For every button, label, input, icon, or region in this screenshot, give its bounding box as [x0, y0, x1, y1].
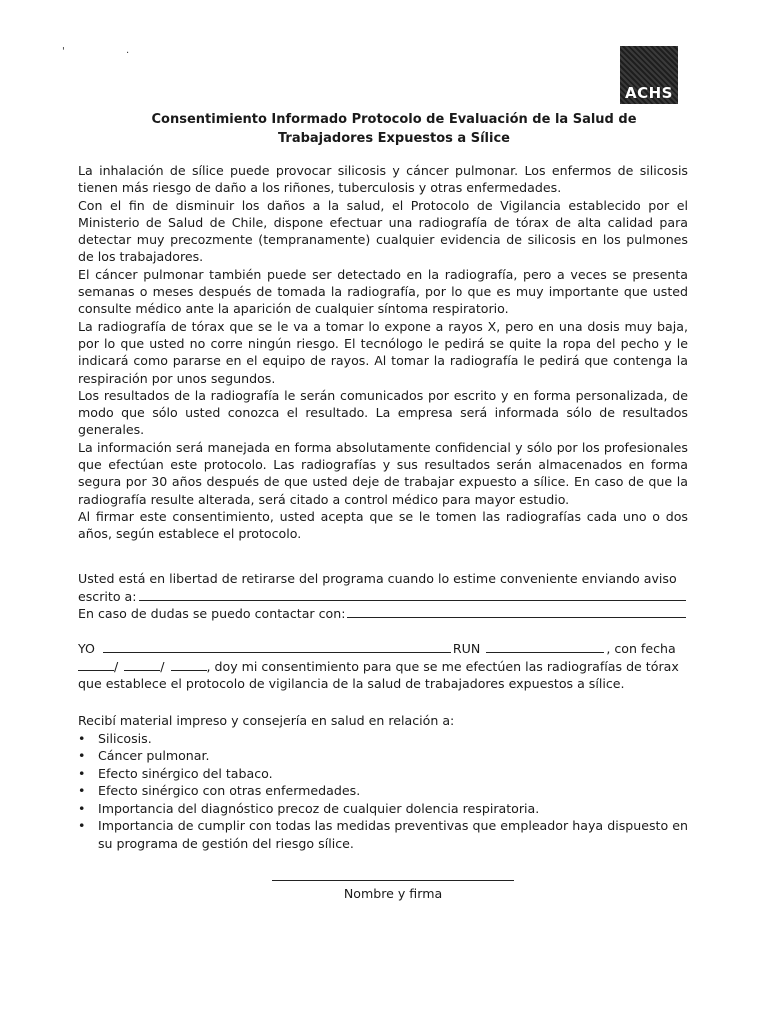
written-to-row — [78, 588, 688, 606]
title-line-2: Trabajadores Expuestos a Sílice — [277, 131, 510, 146]
paragraph: Con el fin de disminuir los daños a la salud, el Protocolo de Vigilancia establecido por el Ministerio de Salud de Chile, dispone efectuar una radiografía de tórax de alta calidad para detectar muy precozmente (tempranamente) cualquier evidencia de silicosis en los pulmones de los trabajadores. — [78, 197, 688, 265]
body-paragraphs — [78, 162, 688, 543]
paragraph: La información será manejada en forma absolutamente confidencial y sólo por los profesionales que efectúan este protocolo. Las radiografías y sus resultados serán almacenados en forma segura por 30 años después de que usted deje de trabajar expuesto a sílice. En caso de que la radiografía resulte alterada, será citado a control médico para mayor estudio. — [78, 439, 688, 507]
withdrawal-line-1: Usted está en libertad de retirarse del programa cuando lo estime conveniente enviando aviso — [78, 571, 677, 586]
paragraph: La inhalación de sílice puede provocar silicosis y cáncer pulmonar. Los enfermos de silicosis tienen más riesgo de daño a los riñones, tuberculosis y otras enfermedades. — [78, 163, 688, 196]
list-item: • Silicosis. — [78, 730, 688, 748]
logo-text: ACHS — [625, 84, 673, 102]
month-blank[interactable] — [124, 669, 160, 671]
signature-line[interactable] — [272, 880, 514, 881]
yo-label: YO — [78, 641, 95, 656]
paragraph: Los resultados de la radiografía le serán comunicados por escrito y en forma personalizada, de modo que sólo usted conozca el resultado. La empresa será informada sólo de resultados generales. — [78, 387, 688, 438]
consent-section — [78, 640, 688, 693]
title-line-1: Consentimiento Informado Protocolo de Evaluación de la Salud de — [151, 112, 637, 127]
date-separator: / — [160, 658, 165, 674]
list-item: • Importancia del diagnóstico precoz de cualquier dolencia respiratoria. — [78, 800, 688, 818]
paragraph: El cáncer pulmonar también puede ser detectado en la radiografía, pero a veces se presenta semanas o meses después de tomada la radiografía, por lo que es muy importante que usted consulte médico ante la aparición de cualquier síntoma respiratorio. — [78, 266, 688, 317]
signature-label: Nombre y firma — [343, 886, 443, 901]
withdrawal-section — [78, 570, 688, 623]
scan-mark: · — [126, 48, 130, 59]
day-blank[interactable] — [78, 669, 114, 671]
list-item: • Efecto sinérgico con otras enfermedades. — [78, 782, 688, 800]
name-run-row — [78, 640, 688, 658]
received-intro: Recibí material impreso y consejería en salud en relación a: — [78, 713, 455, 728]
list-item: • Cáncer pulmonar. — [78, 747, 688, 765]
received-section — [78, 712, 688, 852]
date-label: , con fecha — [606, 641, 676, 656]
date-separator: / — [114, 658, 119, 674]
run-label: RUN — [452, 641, 481, 656]
paragraph: La radiografía de tórax que se le va a tomar lo expone a rayos X, pero en una dosis muy baja, por lo que usted no corre ningún riesgo. El tecnólogo le pedirá se quite la ropa del pecho y le indicará como pararse en el equipo de rayos. Al tomar la radiografía le pedirá que contenga la respiración por unos segundos. — [78, 318, 688, 386]
paragraph: Al firmar este consentimiento, usted acepta que se le tomen las radiografías cada uno o dos años, según establece el protocolo. — [78, 508, 688, 542]
name-blank[interactable] — [103, 651, 451, 653]
written-to-label: escrito a: — [78, 588, 137, 604]
received-list — [78, 730, 688, 853]
achs-logo — [620, 46, 678, 104]
consent-text: , doy mi consentimiento para que se me efectúen las radiografías de tórax — [206, 658, 679, 674]
contact-label: En caso de dudas se puedo contactar con: — [78, 606, 346, 621]
consent-text-line-3: que establece el protocolo de vigilancia de la salud de trabajadores expuestos a sílice. — [78, 676, 625, 691]
year-blank[interactable] — [171, 669, 207, 671]
list-item: • Efecto sinérgico del tabaco. — [78, 765, 688, 783]
scan-mark: ' — [62, 46, 65, 57]
list-item: • Importancia de cumplir con todas las medidas preventivas que empleador haya dispuesto en su programa de gestión del riesgo sílice. — [78, 817, 688, 852]
document-title — [100, 110, 688, 148]
written-to-blank[interactable] — [139, 599, 686, 601]
contact-row — [78, 605, 688, 623]
contact-blank[interactable] — [347, 616, 686, 618]
date-row — [78, 658, 688, 676]
run-blank[interactable] — [486, 651, 604, 653]
